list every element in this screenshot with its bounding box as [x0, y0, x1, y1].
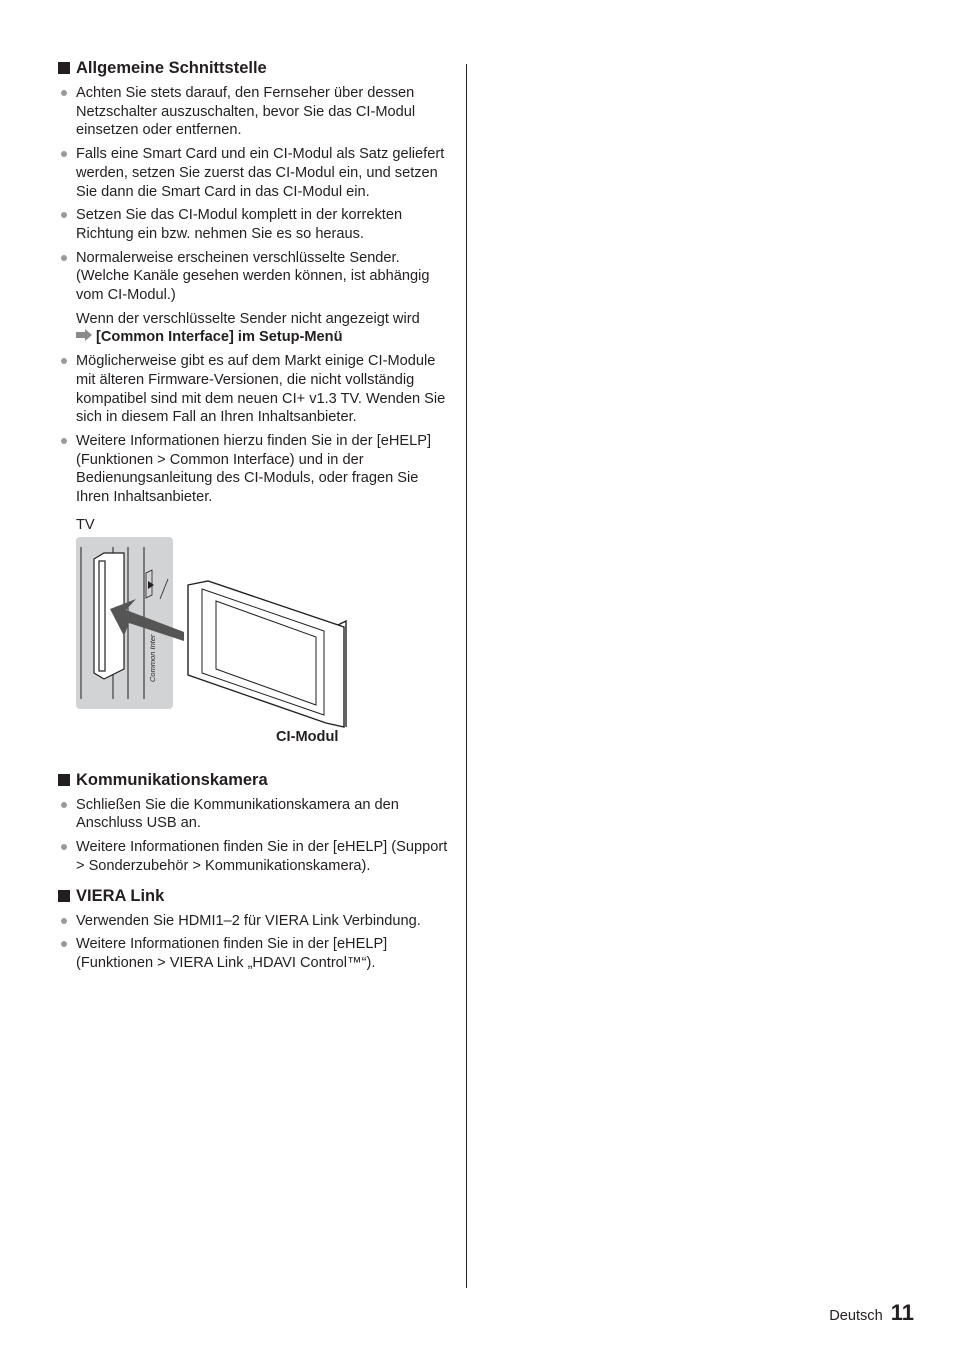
ci-module-label: CI-Modul: [276, 728, 339, 745]
list-item: Schließen Sie die Kommunikationskamera an den Anschluss USB an.: [58, 796, 450, 833]
square-bullet-icon: [58, 62, 70, 74]
left-column: [58, 58, 450, 978]
note-reference: [76, 328, 450, 347]
list-item: Weitere Informationen finden Sie in der [eHELP] (Funktionen > VIERA Link „HDAVI Control™“).: [58, 935, 450, 972]
encrypted-channel-note: [58, 310, 450, 347]
ci-insertion-illustration: [76, 537, 366, 729]
list-item: Normalerweise erscheinen verschlüsselte Sender. (Welche Kanäle gesehen werden können, ist abhängig vom CI-Modul.): [58, 249, 450, 305]
section-title-viera-link: [58, 886, 450, 906]
footer-language: Deutsch: [829, 1308, 883, 1324]
list-item: Verwenden Sie HDMI1–2 für VIERA Link Verbindung.: [58, 912, 450, 931]
column-divider: [466, 64, 467, 1288]
ci-module-figure: [58, 517, 450, 752]
list-item: Möglicherweise gibt es auf dem Markt einige CI-Module mit älteren Firmware-Versionen, die nicht vollständig kompatibel sind mit dem neuen CI+ v1.3 TV. Wenden Sie sich in diesem Fall an Ihren Inhaltsanbieter.: [58, 352, 450, 427]
right-arrow-icon: [76, 328, 92, 347]
list-item: Weitere Informationen hierzu finden Sie in der [eHELP] (Funktionen > Common Interface) und in der Bedienungsanleitung des CI-Moduls, oder fragen Sie Ihren Inhaltsanbieter.: [58, 432, 450, 507]
list-item: Weitere Informationen finden Sie in der [eHELP] (Support > Sonderzubehör > Kommunikationskamera).: [58, 838, 450, 875]
list-item: Setzen Sie das CI-Modul komplett in der korrekten Richtung ein bzw. nehmen Sie es so heraus.: [58, 206, 450, 243]
square-bullet-icon: [58, 890, 70, 902]
slot-label: Common Inter: [148, 634, 157, 682]
square-bullet-icon: [58, 774, 70, 786]
viera-link-list: [58, 912, 450, 973]
section-title-text: Kommunikationskamera: [76, 770, 268, 789]
page-number: 11: [890, 1300, 914, 1325]
section-title-text: VIERA Link: [76, 886, 165, 905]
tv-label: TV: [76, 516, 95, 533]
section-title-camera: [58, 770, 450, 790]
common-interface-list: [58, 84, 450, 305]
list-item: Achten Sie stets darauf, den Fernseher über dessen Netzschalter auszuschalten, bevor Sie das CI-Modul einsetzen oder entfernen.: [58, 84, 450, 140]
note-text: Wenn der verschlüsselte Sender nicht angezeigt wird: [76, 310, 420, 327]
section-title-text: Allgemeine Schnittstelle: [76, 59, 267, 77]
list-item: Falls eine Smart Card und ein CI-Modul als Satz geliefert werden, setzen Sie zuerst das CI-Modul ein, und setzen Sie dann die Smart Card in das CI-Modul ein.: [58, 145, 450, 201]
camera-list: [58, 796, 450, 876]
section-title-common-interface: [58, 58, 450, 78]
common-interface-list-2: [58, 352, 450, 507]
note-reference-text: [Common Interface] im Setup-Menü: [96, 329, 343, 346]
page-footer: [829, 1300, 914, 1326]
